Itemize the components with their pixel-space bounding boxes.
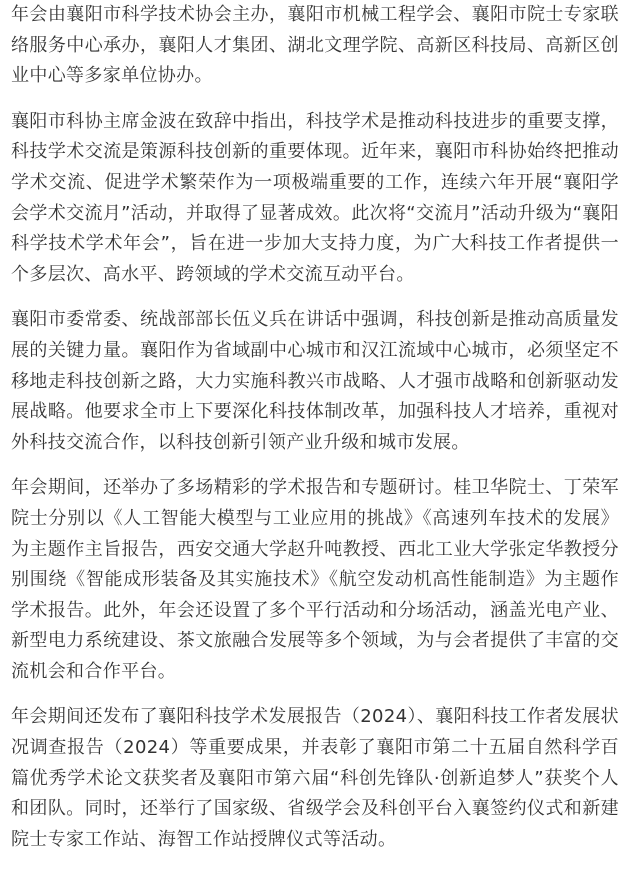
article-paragraph-1: 年会由襄阳市科学技术协会主办，襄阳市机械工程学会、襄阳市院士专家联络服务中心承办，襄阳人才集团、湖北文理学院、高新区科技局、高新区创业中心等多家单位协办。 bbox=[11, 4, 619, 87]
article-paragraph-2: 襄阳市科协主席金波在致辞中指出，科技学术是推动科技进步的重要支撑，科技学术交流是策源科技创新的重要体现。近年来，襄阳市科协始终把推动学术交流、促进学术繁荣作为一项极端重要的工作，连续六年开展“襄阳学会学术交流月”活动，并取得了显著成效。此次将“交流月”活动升级为“襄阳科学技术学术年会”，旨在进一步加大支持力度，为广大科技工作者提供一个多层次、高水平、跨领域的学术交流互动平台。 bbox=[11, 110, 619, 285]
article-paragraph-4: 年会期间，还举办了多场精彩的学术报告和专题研讨。桂卫华院士、丁荣军院士分别以《人工智能大模型与工业应用的挑战》《高速列车技术的发展》为主题作主旨报告，西安交通大学赵升吨教授、西北工业大学张定华教授分别围绕《智能成形装备及其实施技术》《航空发动机高性能制造》为主题作学术报告。此外，年会还设置了多个平行活动和分场活动，涵盖光电产业、新型电力系统建设、茶文旅融合发展等多个领域，为与会者提供了丰富的交流机会和合作平台。 bbox=[11, 477, 619, 682]
article-body bbox=[11, 0, 619, 855]
article-paragraph-5: 年会期间还发布了襄阳科技学术发展报告（2024）、襄阳科技工作者发展状况调查报告（2024）等重要成果，并表彰了襄阳市第二十五届自然科学百篇优秀学术论文获奖者及襄阳市第六届“科创先锋队·创新追梦人”获奖个人和团队。同时，还举行了国家级、省级学会及科创平台入襄签约仪式和新建院士专家工作站、海智工作站授牌仪式等活动。 bbox=[11, 706, 619, 850]
article-paragraph-3: 襄阳市委常委、统战部部长伍义兵在讲话中强调，科技创新是推动高质量发展的关键力量。襄阳作为省域副中心城市和汉江流域中心城市，必须坚定不移地走科技创新之路，大力实施科教兴市战略、人才强市战略和创新驱动发展战略。他要求全市上下要深化科技体制改革，加强科技人才培养，重视对外科技交流合作，以科技创新引领产业升级和城市发展。 bbox=[11, 309, 619, 453]
